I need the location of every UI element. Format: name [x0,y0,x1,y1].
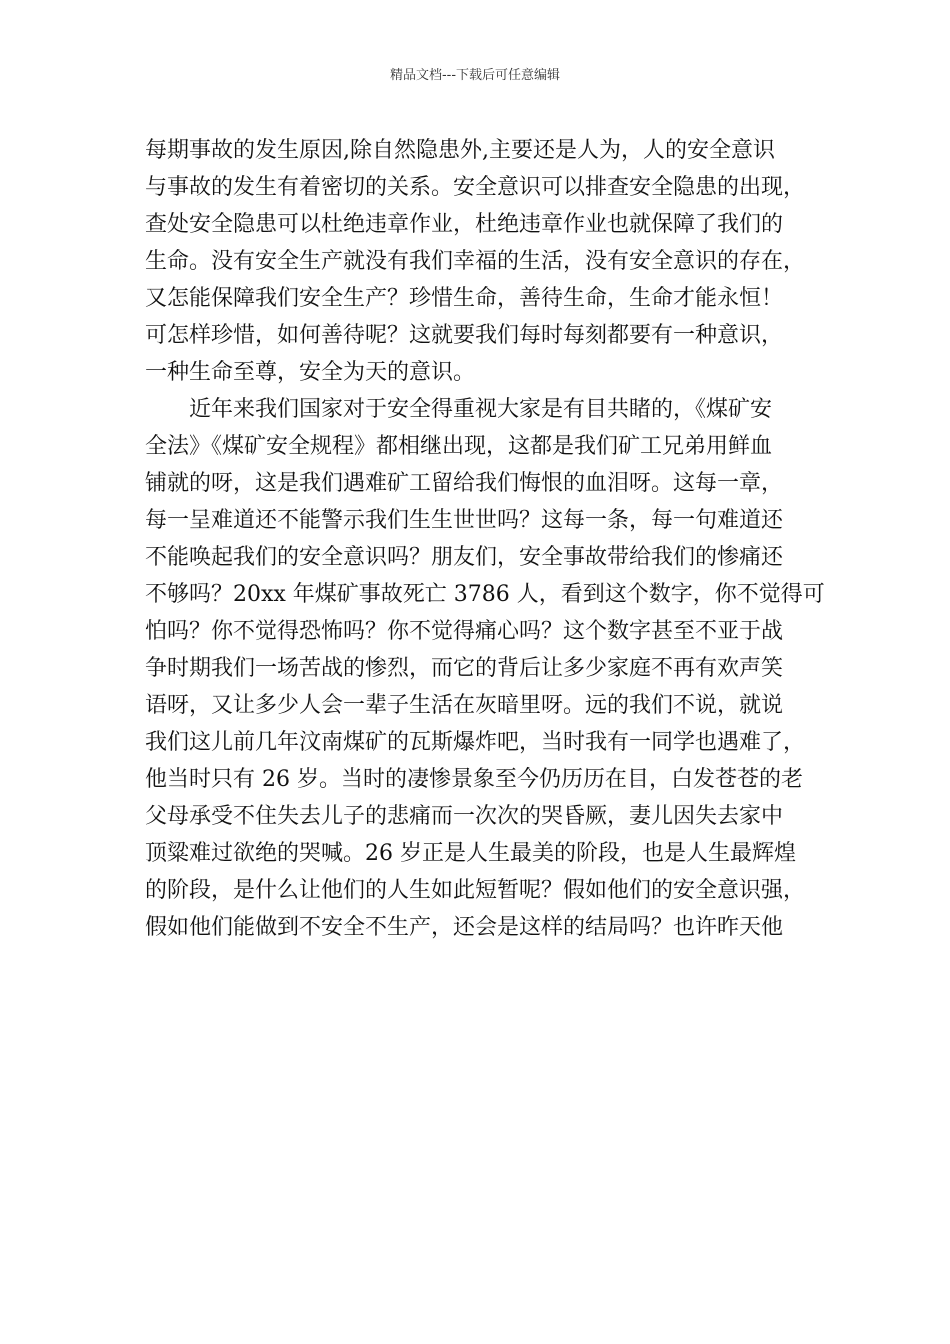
text-line-8: 近年来我们国家对于安全得重视大家是有目共睹的，《煤矿安 [145,397,773,422]
page-header: 精品文档---下载后可任意编辑 [389,68,561,83]
text-line-14: 怕吗？你不觉得恐怖吗？你不觉得痛心吗？这个数字甚至不亚于战 [145,619,784,644]
text-line-4: 生命。没有安全生产就没有我们幸福的生活，没有安全意识的存在， [145,249,806,274]
text-line-3: 查处安全隐患可以杜绝违章作业，杜绝违章作业也就保障了我们的 [145,212,784,237]
body-text [145,132,825,946]
text-line-7: 一种生命至尊，安全为天的意识。 [145,360,476,385]
text-line-11: 每一呈难道还不能警示我们生生世世吗？这每一条，每一句难道还 [145,508,784,533]
text-line-1: 每期事故的发生原因,除自然隐患外,主要还是人为，人的安全意识 [145,138,775,163]
text-line-9: 全法》《煤矿安全规程》都相继出现，这都是我们矿工兄弟用鲜血 [145,434,773,459]
text-line-12: 不能唤起我们的安全意识吗？朋友们，安全事故带给我们的惨痛还 [145,545,784,570]
text-line-20: 顶粱难过欲绝的哭喊。26 岁正是人生最美的阶段，也是人生最辉煌 [145,841,796,866]
text-line-6: 可怎样珍惜，如何善待呢？这就要我们每时每刻都要有一种意识， [145,323,784,348]
text-line-21: 的阶段，是什么让他们的人生如此短暂呢？假如他们的安全意识强， [145,878,806,903]
text-line-16: 语呀，又让多少人会一辈子生活在灰暗里呀。远的我们不说，就说 [145,693,784,718]
text-line-19: 父母承受不住失去儿子的悲痛而一次次的哭昏厥，妻儿因失去家中 [145,804,784,829]
text-line-2: 与事故的发生有着密切的关系。安全意识可以排查安全隐患的出现， [145,175,806,200]
text-line-22: 假如他们能做到不安全不生产，还会是这样的结局吗？也许昨天他 [145,915,784,940]
text-line-10: 铺就的呀，这是我们遇难矿工留给我们悔恨的血泪呀。这每一章， [145,471,784,496]
text-line-15: 争时期我们一场苦战的惨烈，而它的背后让多少家庭不再有欢声笑 [145,656,784,681]
text-line-18: 他当时只有 26 岁。当时的凄惨景象至今仍历历在目，白发苍苍的老 [145,767,803,792]
text-line-13: 不够吗？20xx 年煤矿事故死亡 3786 人，看到这个数字，你不觉得可 [145,582,825,607]
text-line-17: 我们这儿前几年汶南煤矿的瓦斯爆炸吧，当时我有一同学也遇难了， [145,730,806,755]
text-line-5: 又怎能保障我们安全生产？珍惜生命，善待生命，生命才能永恒！ [145,286,784,311]
